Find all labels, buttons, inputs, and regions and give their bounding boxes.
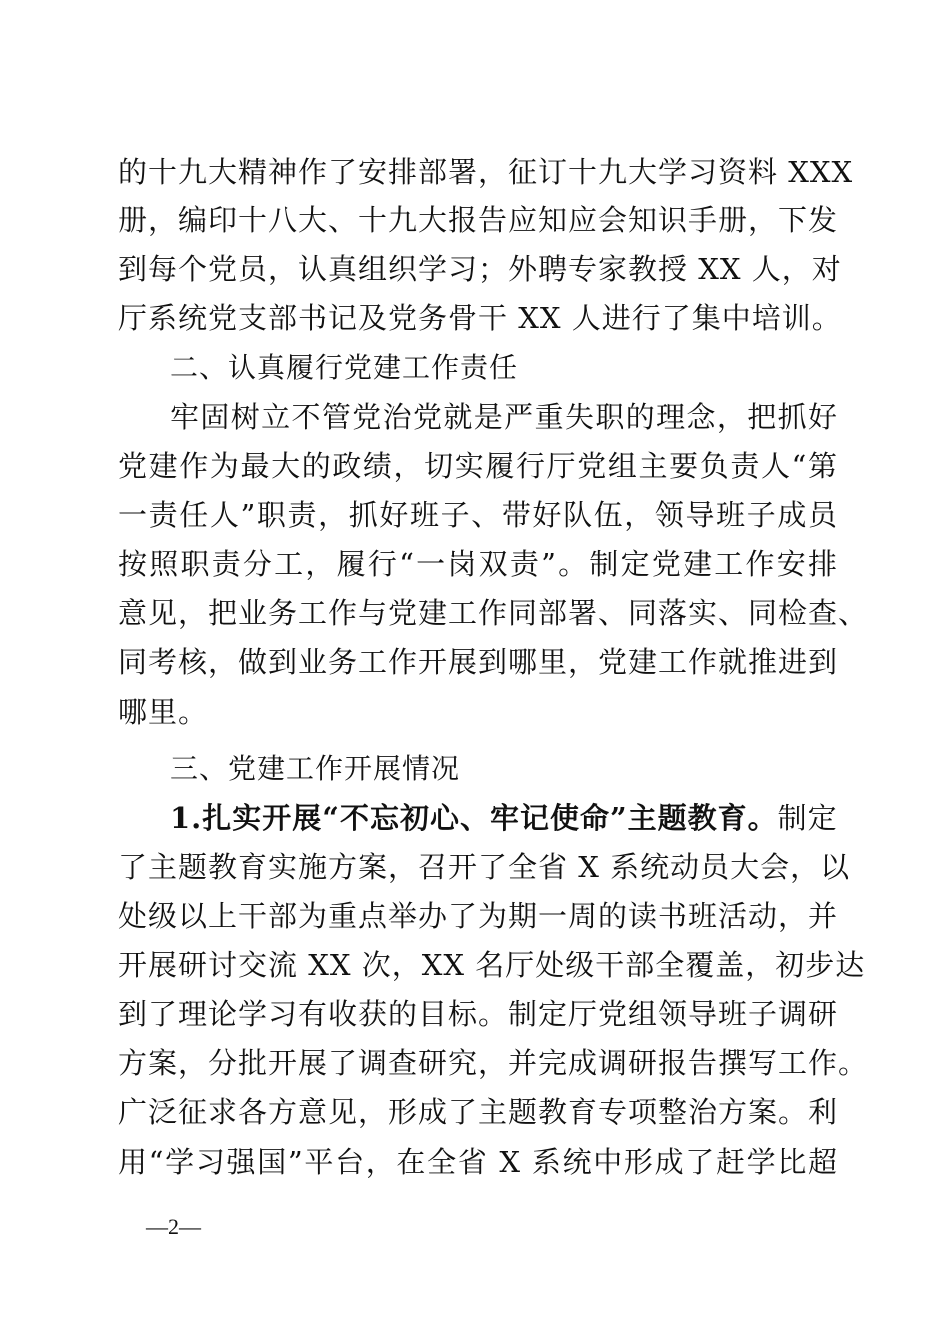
paragraph-3-line-1-text: 制定: [777, 801, 838, 835]
paragraph-3-line-6: 方案，分批开展了调查研究，并完成调研报告撰写工作。: [118, 1046, 869, 1080]
paragraph-2-line-6: 同考核，做到业务工作开展到哪里，党建工作就推进到: [118, 645, 839, 679]
paragraph-3-line-8: 用“学习强国”平台，在全省 X 系统中形成了赶学比超: [118, 1145, 838, 1179]
paragraph-3-line-1: [170, 794, 838, 842]
paragraph-3-line-7: 广泛征求各方意见，形成了主题教育专项整治方案。利: [118, 1095, 839, 1129]
body-line-2: 册，编印十八大、十九大报告应知应会知识手册，下发: [118, 203, 839, 237]
paragraph-3-line-3: 处级以上干部为重点举办了为期一周的读书班活动，并: [118, 899, 839, 933]
body-line-1: 的十九大精神作了安排部署，征订十九大学习资料 XXX: [118, 155, 854, 189]
body-line-4: 厅系统党支部书记及党务骨干 XX 人进行了集中培训。: [118, 301, 842, 335]
paragraph-3-line-5: 到了理论学习有收获的目标。制定厅党组领导班子调研: [118, 997, 839, 1031]
subheading-1: 1.扎实开展“不忘初心、牢记使命”主题教育。: [170, 801, 778, 835]
paragraph-2-line-1: 牢固树立不管党治党就是严重失职的理念，把抓好: [170, 400, 838, 434]
body-line-3: 到每个党员，认真组织学习；外聘专家教授 XX 人，对: [118, 252, 842, 286]
paragraph-2-line-7: 哪里。: [118, 695, 209, 729]
paragraph-3-line-4: 开展研讨交流 XX 次，XX 名厅处级干部全覆盖，初步达: [118, 948, 866, 982]
section-heading-3: 三、党建工作开展情况: [170, 752, 461, 785]
paragraph-2-line-4: 按照职责分工，履行“一岗双责”。制定党建工作安排: [118, 547, 838, 581]
paragraph-2-line-2: 党建作为最大的政绩，切实履行厅党组主要负责人“第: [118, 449, 838, 483]
paragraph-2-line-5: 意见，把业务工作与党建工作同部署、同落实、同检查、: [118, 596, 869, 630]
page-number: —2—: [146, 1214, 201, 1239]
section-heading-2: 二、认真履行党建工作责任: [170, 351, 519, 384]
paragraph-3-line-2: 了主题教育实施方案，召开了全省 X 系统动员大会，以: [118, 850, 851, 884]
paragraph-2-line-3: 一责任人”职责，抓好班子、带好队伍，领导班子成员: [118, 498, 838, 532]
